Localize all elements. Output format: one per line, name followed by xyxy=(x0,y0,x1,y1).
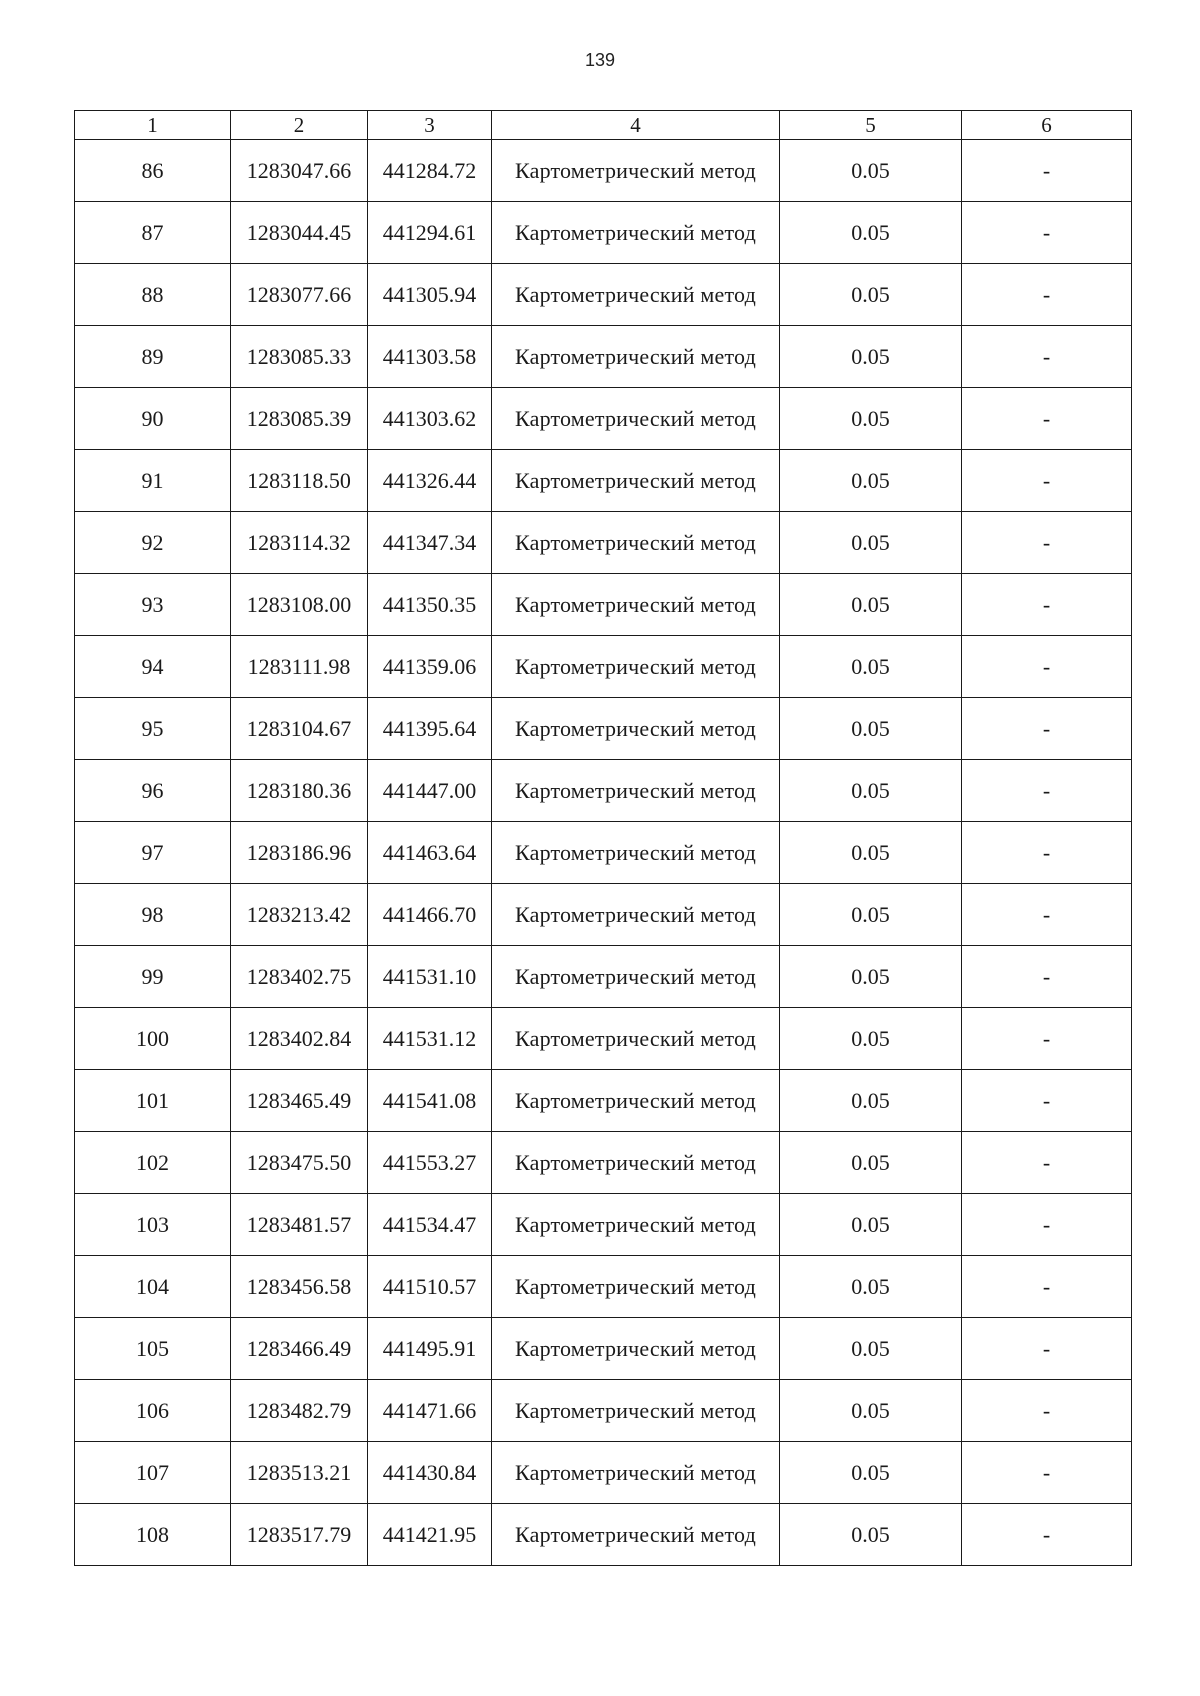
accuracy-cell: 0.05 xyxy=(780,574,962,636)
x-coordinate-cell: 1283186.96 xyxy=(231,822,368,884)
column-header-5: 5 xyxy=(780,111,962,140)
y-coordinate-cell: 441531.10 xyxy=(368,946,492,1008)
note-cell: - xyxy=(962,1318,1132,1380)
note-cell: - xyxy=(962,512,1132,574)
note-cell: - xyxy=(962,1070,1132,1132)
x-coordinate-cell: 1283475.50 xyxy=(231,1132,368,1194)
point-number-cell: 90 xyxy=(75,388,231,450)
table-row xyxy=(75,450,1132,512)
y-coordinate-cell: 441303.62 xyxy=(368,388,492,450)
x-coordinate-cell: 1283118.50 xyxy=(231,450,368,512)
x-coordinate-cell: 1283465.49 xyxy=(231,1070,368,1132)
accuracy-cell: 0.05 xyxy=(780,1132,962,1194)
column-header-3: 3 xyxy=(368,111,492,140)
x-coordinate-cell: 1283481.57 xyxy=(231,1194,368,1256)
point-number-cell: 89 xyxy=(75,326,231,388)
column-header-4: 4 xyxy=(492,111,780,140)
accuracy-cell: 0.05 xyxy=(780,450,962,512)
y-coordinate-cell: 441284.72 xyxy=(368,140,492,202)
method-cell: Картометрический метод xyxy=(492,202,780,264)
point-number-cell: 101 xyxy=(75,1070,231,1132)
point-number-cell: 97 xyxy=(75,822,231,884)
point-number-cell: 94 xyxy=(75,636,231,698)
method-cell: Картометрический метод xyxy=(492,326,780,388)
y-coordinate-cell: 441541.08 xyxy=(368,1070,492,1132)
coordinates-table xyxy=(74,110,1132,1566)
point-number-cell: 102 xyxy=(75,1132,231,1194)
point-number-cell: 93 xyxy=(75,574,231,636)
table-row xyxy=(75,1008,1132,1070)
table-row xyxy=(75,760,1132,822)
accuracy-cell: 0.05 xyxy=(780,822,962,884)
note-cell: - xyxy=(962,698,1132,760)
point-number-cell: 99 xyxy=(75,946,231,1008)
method-cell: Картометрический метод xyxy=(492,140,780,202)
table-row xyxy=(75,698,1132,760)
accuracy-cell: 0.05 xyxy=(780,512,962,574)
table-body xyxy=(75,140,1132,1566)
method-cell: Картометрический метод xyxy=(492,1070,780,1132)
accuracy-cell: 0.05 xyxy=(780,760,962,822)
y-coordinate-cell: 441347.34 xyxy=(368,512,492,574)
x-coordinate-cell: 1283180.36 xyxy=(231,760,368,822)
x-coordinate-cell: 1283114.32 xyxy=(231,512,368,574)
accuracy-cell: 0.05 xyxy=(780,1194,962,1256)
table-row xyxy=(75,574,1132,636)
method-cell: Картометрический метод xyxy=(492,1194,780,1256)
point-number-cell: 87 xyxy=(75,202,231,264)
note-cell: - xyxy=(962,1256,1132,1318)
y-coordinate-cell: 441466.70 xyxy=(368,884,492,946)
table-row xyxy=(75,822,1132,884)
y-coordinate-cell: 441359.06 xyxy=(368,636,492,698)
method-cell: Картометрический метод xyxy=(492,698,780,760)
x-coordinate-cell: 1283402.75 xyxy=(231,946,368,1008)
x-coordinate-cell: 1283456.58 xyxy=(231,1256,368,1318)
column-header-1: 1 xyxy=(75,111,231,140)
table-row xyxy=(75,1318,1132,1380)
method-cell: Картометрический метод xyxy=(492,264,780,326)
x-coordinate-cell: 1283108.00 xyxy=(231,574,368,636)
y-coordinate-cell: 441303.58 xyxy=(368,326,492,388)
accuracy-cell: 0.05 xyxy=(780,1504,962,1566)
accuracy-cell: 0.05 xyxy=(780,264,962,326)
x-coordinate-cell: 1283466.49 xyxy=(231,1318,368,1380)
table-row xyxy=(75,884,1132,946)
method-cell: Картометрический метод xyxy=(492,946,780,1008)
table-header xyxy=(75,111,1132,140)
note-cell: - xyxy=(962,450,1132,512)
column-header-2: 2 xyxy=(231,111,368,140)
point-number-cell: 105 xyxy=(75,1318,231,1380)
y-coordinate-cell: 441495.91 xyxy=(368,1318,492,1380)
y-coordinate-cell: 441421.95 xyxy=(368,1504,492,1566)
y-coordinate-cell: 441471.66 xyxy=(368,1380,492,1442)
table-row xyxy=(75,140,1132,202)
point-number-cell: 88 xyxy=(75,264,231,326)
y-coordinate-cell: 441531.12 xyxy=(368,1008,492,1070)
accuracy-cell: 0.05 xyxy=(780,140,962,202)
note-cell: - xyxy=(962,140,1132,202)
y-coordinate-cell: 441510.57 xyxy=(368,1256,492,1318)
y-coordinate-cell: 441294.61 xyxy=(368,202,492,264)
table-row xyxy=(75,1256,1132,1318)
note-cell: - xyxy=(962,946,1132,1008)
note-cell: - xyxy=(962,760,1132,822)
x-coordinate-cell: 1283085.39 xyxy=(231,388,368,450)
note-cell: - xyxy=(962,1008,1132,1070)
method-cell: Картометрический метод xyxy=(492,1318,780,1380)
accuracy-cell: 0.05 xyxy=(780,884,962,946)
point-number-cell: 108 xyxy=(75,1504,231,1566)
x-coordinate-cell: 1283047.66 xyxy=(231,140,368,202)
point-number-cell: 86 xyxy=(75,140,231,202)
y-coordinate-cell: 441395.64 xyxy=(368,698,492,760)
point-number-cell: 106 xyxy=(75,1380,231,1442)
x-coordinate-cell: 1283517.79 xyxy=(231,1504,368,1566)
x-coordinate-cell: 1283111.98 xyxy=(231,636,368,698)
table-row xyxy=(75,1070,1132,1132)
x-coordinate-cell: 1283085.33 xyxy=(231,326,368,388)
x-coordinate-cell: 1283104.67 xyxy=(231,698,368,760)
x-coordinate-cell: 1283482.79 xyxy=(231,1380,368,1442)
table-row xyxy=(75,1380,1132,1442)
accuracy-cell: 0.05 xyxy=(780,1008,962,1070)
table-row xyxy=(75,1504,1132,1566)
y-coordinate-cell: 441326.44 xyxy=(368,450,492,512)
method-cell: Картометрический метод xyxy=(492,1442,780,1504)
method-cell: Картометрический метод xyxy=(492,760,780,822)
point-number-cell: 104 xyxy=(75,1256,231,1318)
point-number-cell: 92 xyxy=(75,512,231,574)
table-row xyxy=(75,264,1132,326)
accuracy-cell: 0.05 xyxy=(780,326,962,388)
note-cell: - xyxy=(962,884,1132,946)
y-coordinate-cell: 441350.35 xyxy=(368,574,492,636)
note-cell: - xyxy=(962,202,1132,264)
accuracy-cell: 0.05 xyxy=(780,636,962,698)
method-cell: Картометрический метод xyxy=(492,1132,780,1194)
note-cell: - xyxy=(962,1132,1132,1194)
table-row xyxy=(75,1132,1132,1194)
accuracy-cell: 0.05 xyxy=(780,1380,962,1442)
x-coordinate-cell: 1283213.42 xyxy=(231,884,368,946)
point-number-cell: 95 xyxy=(75,698,231,760)
method-cell: Картометрический метод xyxy=(492,512,780,574)
table-row xyxy=(75,946,1132,1008)
header-row xyxy=(75,111,1132,140)
accuracy-cell: 0.05 xyxy=(780,1070,962,1132)
note-cell: - xyxy=(962,1380,1132,1442)
y-coordinate-cell: 441430.84 xyxy=(368,1442,492,1504)
note-cell: - xyxy=(962,1194,1132,1256)
method-cell: Картометрический метод xyxy=(492,450,780,512)
x-coordinate-cell: 1283044.45 xyxy=(231,202,368,264)
accuracy-cell: 0.05 xyxy=(780,1318,962,1380)
table-row xyxy=(75,1442,1132,1504)
x-coordinate-cell: 1283402.84 xyxy=(231,1008,368,1070)
page-number: 139 xyxy=(584,50,616,70)
point-number-cell: 103 xyxy=(75,1194,231,1256)
y-coordinate-cell: 441447.00 xyxy=(368,760,492,822)
note-cell: - xyxy=(962,636,1132,698)
y-coordinate-cell: 441534.47 xyxy=(368,1194,492,1256)
point-number-cell: 100 xyxy=(75,1008,231,1070)
method-cell: Картометрический метод xyxy=(492,636,780,698)
accuracy-cell: 0.05 xyxy=(780,1442,962,1504)
table-row xyxy=(75,202,1132,264)
note-cell: - xyxy=(962,264,1132,326)
point-number-cell: 98 xyxy=(75,884,231,946)
accuracy-cell: 0.05 xyxy=(780,388,962,450)
note-cell: - xyxy=(962,326,1132,388)
method-cell: Картометрический метод xyxy=(492,1380,780,1442)
note-cell: - xyxy=(962,388,1132,450)
x-coordinate-cell: 1283077.66 xyxy=(231,264,368,326)
method-cell: Картометрический метод xyxy=(492,1504,780,1566)
method-cell: Картометрический метод xyxy=(492,1008,780,1070)
accuracy-cell: 0.05 xyxy=(780,946,962,1008)
y-coordinate-cell: 441553.27 xyxy=(368,1132,492,1194)
method-cell: Картометрический метод xyxy=(492,388,780,450)
table-row xyxy=(75,388,1132,450)
point-number-cell: 91 xyxy=(75,450,231,512)
y-coordinate-cell: 441463.64 xyxy=(368,822,492,884)
table-row xyxy=(75,1194,1132,1256)
x-coordinate-cell: 1283513.21 xyxy=(231,1442,368,1504)
column-header-6: 6 xyxy=(962,111,1132,140)
point-number-cell: 107 xyxy=(75,1442,231,1504)
method-cell: Картометрический метод xyxy=(492,1256,780,1318)
table-row xyxy=(75,512,1132,574)
accuracy-cell: 0.05 xyxy=(780,202,962,264)
y-coordinate-cell: 441305.94 xyxy=(368,264,492,326)
table-row xyxy=(75,326,1132,388)
note-cell: - xyxy=(962,822,1132,884)
accuracy-cell: 0.05 xyxy=(780,698,962,760)
note-cell: - xyxy=(962,1504,1132,1566)
method-cell: Картометрический метод xyxy=(492,574,780,636)
method-cell: Картометрический метод xyxy=(492,884,780,946)
note-cell: - xyxy=(962,574,1132,636)
accuracy-cell: 0.05 xyxy=(780,1256,962,1318)
table-row xyxy=(75,636,1132,698)
method-cell: Картометрический метод xyxy=(492,822,780,884)
note-cell: - xyxy=(962,1442,1132,1504)
point-number-cell: 96 xyxy=(75,760,231,822)
